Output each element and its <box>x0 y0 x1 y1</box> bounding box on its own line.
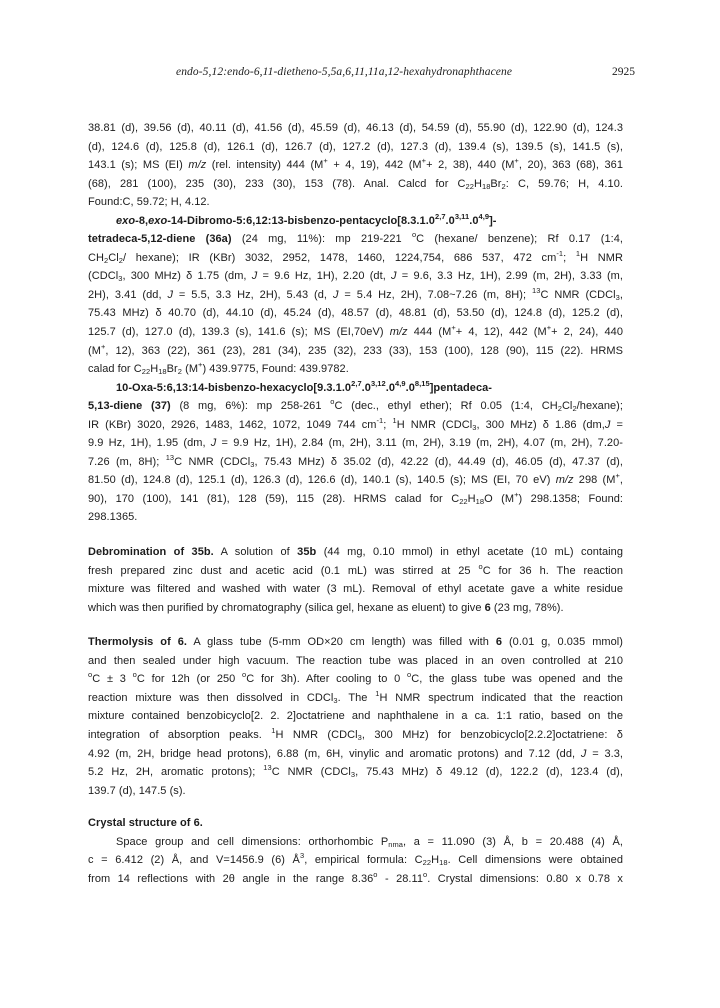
text-run: 5,13-diene (37) <box>88 400 171 413</box>
text-run: 1 <box>575 248 581 258</box>
text-run: -14-Dibromo-5:6,12:13-bisbenzo-pentacyclo[8.3.1.0 <box>167 214 435 227</box>
text-line <box>88 508 623 527</box>
text-run: Debromination of 35b. <box>88 546 214 559</box>
text-run: = 9.9 Hz, 1H), 2.84 (m, 2H), 3.11 (m, 2H), 3.19 (m, 2H), 4.07 (m, 2H), 7.20- <box>216 437 623 450</box>
text-run: 18 <box>481 181 491 191</box>
text-line <box>88 249 623 268</box>
text-run: H NMR spectrum indicated that the reaction <box>379 691 623 704</box>
text-run: , 300 MHz) δ 1.75 (dm, <box>122 270 252 283</box>
text-run: , 75.43 MHz) δ 35.02 (d), 42.22 (d), 44.49 (d), 46.05 (d), 47.37 (d), <box>254 455 623 468</box>
text-line <box>88 670 623 689</box>
text-run: 2 <box>118 255 123 265</box>
text-run: Cl <box>108 251 119 264</box>
text-run: 125.7 (d), 127.0 (d), 139.3 (s), 141.6 (s); MS (EI,70eV) <box>88 326 390 339</box>
text-run: 2 <box>572 404 577 414</box>
text-run: exo <box>116 214 136 227</box>
text-run: 6 <box>495 636 502 649</box>
text-line <box>88 689 623 708</box>
text-run: 3 <box>357 732 362 742</box>
text-line <box>88 119 623 138</box>
text-run: H <box>473 177 482 190</box>
text-run: J <box>210 437 217 450</box>
text-run: 2,7 <box>434 211 446 221</box>
text-line <box>88 870 623 889</box>
text-line <box>88 286 623 305</box>
text-line <box>88 851 623 870</box>
text-line <box>88 726 623 745</box>
text-run: 2 <box>104 255 109 265</box>
text-line <box>88 175 623 194</box>
text-run: C for 12h (or 250 <box>136 673 243 686</box>
text-run: 38.81 (d), 39.56 (d), 40.11 (d), 41.56 (d), 45.59 (d), 46.13 (d), 54.59 (d), 55.90 (d), 122.90 (d), 124.3 <box>88 122 623 134</box>
text-run: ]pentadeca- <box>429 381 493 394</box>
text-line <box>88 633 623 652</box>
text-line <box>88 193 623 212</box>
text-run: H NMR <box>580 251 623 264</box>
text-run: o <box>411 230 417 240</box>
text-run: 1 <box>271 725 276 735</box>
text-run: 4,9 <box>478 211 490 221</box>
text-line <box>88 562 623 581</box>
text-run: -1 <box>376 415 384 425</box>
text-line <box>88 434 623 453</box>
text-run: + 4, 12), 442 (M <box>455 326 547 339</box>
body-text <box>88 119 623 888</box>
text-run: , <box>619 474 623 487</box>
text-run: (23 mg, 78%). <box>490 601 564 614</box>
text-run: 2H), 3.41 (dd, <box>88 288 168 301</box>
text-run: + <box>514 156 519 166</box>
text-run: (d), 124.6 (d), 125.8 (d), 126.1 (d), 126.7 (d), 127.2 (d), 127.3 (d), 139.4 (s), 139.5 (s), 141.5 (s), <box>88 140 623 153</box>
text-run: (68), 281 (100), 235 (30), 233 (30), 153 (78). Anal. Calcd for C <box>88 177 466 190</box>
text-run: .0 <box>445 214 455 227</box>
text-run: (CDCl <box>88 270 119 283</box>
text-run: Found:C, 59.72; H, 4.12. <box>88 196 210 209</box>
text-run: , <box>619 288 623 301</box>
text-run: 444 (M <box>407 326 452 339</box>
text-line <box>88 471 623 490</box>
text-run: H <box>467 492 476 505</box>
text-run: 2,7 <box>351 378 362 388</box>
text-run: Cl <box>561 400 573 413</box>
text-run: 81.50 (d), 124.8 (d), 125.1 (d), 126.3 (d), 126.6 (d), 140.1 (s), 140.5 (s); MS (EI, 70 eV) <box>88 474 556 487</box>
text-run: 7.26 (m, 8H); <box>88 455 166 468</box>
text-run: 9.9 Hz, 1H), 1.95 (dm, <box>88 437 211 450</box>
text-run: o <box>406 670 412 680</box>
text-run: C, the glass tube was opened and the <box>411 673 623 686</box>
text-line <box>88 580 623 599</box>
text-line <box>88 490 623 509</box>
text-run: ) 439.9775, Found: 439.9782. <box>202 363 349 376</box>
text-run: .0 <box>385 381 396 394</box>
text-run: = 5.5, 3.3 Hz, 2H), 5.43 (d, <box>173 288 333 301</box>
text-run: 13 <box>263 763 272 773</box>
text-run: 3 <box>250 459 255 469</box>
text-run: 3 <box>299 851 305 861</box>
text-run: 13 <box>532 285 541 295</box>
text-line <box>88 379 623 398</box>
text-run: A glass tube (5-mm OD×20 cm length) was filled with <box>187 636 496 649</box>
text-line <box>88 304 623 323</box>
text-run: c = 6.412 (2) Å, and V=1456.9 (6) Å <box>88 854 300 867</box>
text-run: Space group and cell dimensions: orthorhombic P <box>116 835 389 848</box>
text-run: .0 <box>361 381 371 394</box>
text-run: 3,11 <box>454 211 470 221</box>
text-run: 2 <box>177 367 182 377</box>
text-run: -1 <box>556 248 564 258</box>
text-line <box>88 833 623 852</box>
text-run: / hexane); IR (KBr) 3032, 2952, 1478, 1460, 1224,754, 686 537, 472 cm <box>122 251 557 264</box>
text-run: (M <box>182 363 199 376</box>
text-run: + 4, 19), 442 (M <box>327 159 422 172</box>
text-line <box>88 138 623 157</box>
text-run: Thermolysis of 6. <box>88 636 188 649</box>
text-line <box>88 453 623 472</box>
text-run: C NMR (CDCl <box>540 288 616 301</box>
text-line <box>88 763 623 782</box>
text-run: o <box>330 397 335 407</box>
text-run: 3 <box>350 770 356 780</box>
text-run: C (hexane/ benzene); Rf 0.17 (1:4, <box>416 233 624 246</box>
text-run: J <box>332 288 339 301</box>
text-line <box>88 323 623 342</box>
text-run: tetradeca-5,12-diene (36a) <box>88 233 232 246</box>
text-line <box>88 360 623 379</box>
text-run: + <box>546 323 552 333</box>
text-line <box>88 416 623 435</box>
text-run: exo <box>148 214 168 227</box>
text-run: , 12), 363 (22), 361 (23), 281 (34), 235 (32), 233 (33), 153 (100), 128 (90), 115 (22). HRMS <box>105 344 623 357</box>
text-run: (8 mg, 6%): mp 258-261 <box>170 400 331 413</box>
text-run: , 20), 363 (68), 361 <box>518 159 623 172</box>
text-run: reaction mixture was then dissolved in CDCl <box>88 691 334 704</box>
text-line <box>88 267 623 286</box>
text-line <box>88 543 623 562</box>
text-run: (24 mg, 11%): mp 219-221 <box>231 233 412 246</box>
text-run: m/z <box>389 326 408 339</box>
text-run: 2 <box>501 181 506 191</box>
text-run: 3 <box>118 274 123 284</box>
text-run: o <box>132 670 137 680</box>
text-run: ; <box>383 418 393 431</box>
text-run: 13 <box>165 452 175 462</box>
text-run: + <box>514 489 519 499</box>
text-run: o <box>423 869 428 879</box>
text-run: H NMR (CDCl <box>396 418 473 431</box>
text-run: + <box>100 341 106 351</box>
text-line <box>88 652 623 671</box>
text-run: 10-Oxa-5:6,13:14-bisbenzo-hexacyclo[9.3.1.0 <box>116 381 352 394</box>
text-run: 22 <box>459 496 468 506</box>
text-run: m/z <box>555 474 574 487</box>
text-run: integration of absorption peaks. <box>88 728 272 741</box>
text-run: 143.1 (s); MS (EI) <box>88 159 189 172</box>
text-run: = 3.3, <box>586 747 624 760</box>
text-run: from 14 reflections with 2θ angle in the range 8.36 <box>88 872 374 885</box>
text-run: + <box>615 471 620 481</box>
text-run: + <box>323 156 328 166</box>
text-run: (44 mg, 0.10 mmol) in ethyl acetate (10 mL) containg <box>316 546 624 559</box>
text-run: . Cell dimensions were obtained <box>447 854 624 867</box>
running-head <box>0 66 720 82</box>
text-run: -8, <box>135 214 149 227</box>
text-run: J <box>167 288 174 301</box>
text-run: O (M <box>484 492 515 505</box>
paragraph-gap <box>88 617 623 633</box>
text-run: Br <box>166 363 178 376</box>
text-run: o <box>478 561 483 571</box>
text-run: IR (KBr) 3020, 2926, 1483, 1462, 1072, 1049 744 cm <box>88 418 377 431</box>
text-line <box>88 707 623 726</box>
text-run: J <box>580 747 587 760</box>
text-line <box>88 397 623 416</box>
text-run: 22 <box>465 181 474 191</box>
text-run: ; <box>563 251 576 264</box>
text-run: ]- <box>489 214 497 227</box>
text-run: 75.43 MHz) δ 40.70 (d), 44.10 (d), 45.24 (d), 48.57 (d), 48.81 (d), 53.50 (d), 124.8 (d), 125.2 (d), <box>88 307 623 320</box>
text-line <box>88 745 623 764</box>
text-run: + <box>198 360 203 370</box>
text-run: + 2, 38), 440 (M <box>426 159 515 172</box>
text-run: calad for C <box>88 363 142 376</box>
text-run: + <box>421 156 427 166</box>
text-run: + 2, 24), 440 <box>551 326 623 339</box>
paragraph-gap <box>88 800 623 814</box>
text-run: A solution of <box>213 546 298 559</box>
text-run: = 5.4 Hz, 2H), 7.08~7.26 (m, 8H); <box>338 288 532 301</box>
text-run: .0 <box>469 214 479 227</box>
text-run: 1 <box>375 688 380 698</box>
page-number: 2925 <box>612 66 635 78</box>
text-run: 3,12 <box>370 378 386 388</box>
text-run: Br <box>490 177 502 190</box>
text-run: 18 <box>475 496 485 506</box>
text-run: : C, 59.76; H, 4.10. <box>505 177 623 190</box>
text-run: 5.2 Hz, 2H, aromatic protons); <box>88 766 264 779</box>
text-run: 298 (M <box>573 474 616 487</box>
text-run: mixture contained benzobicyclo[2. 2. 2]octatriene and naphthalene in a ca. 1:1 ratio, based on the <box>88 710 623 723</box>
text-run: and then sealed under high vacuum. The reaction tube was placed in an oven controlled at 210 <box>88 654 623 667</box>
text-run: (0.01 g, 0.035 mmol) <box>502 636 623 649</box>
text-line <box>88 599 623 618</box>
text-run: 6 <box>484 601 491 614</box>
text-run: mixture was filtered and washed with water (3 mL). Removal of ethyl acetate gave a white residue <box>88 583 623 596</box>
text-run: 8,15 <box>414 378 430 388</box>
text-run: H NMR (CDCl <box>275 728 358 741</box>
text-run: = 9.6 Hz, 1H), 2.20 (dt, <box>257 270 392 283</box>
text-run: o <box>373 869 378 879</box>
text-run: (M <box>88 344 101 357</box>
text-run: J <box>391 270 397 283</box>
text-run: o <box>88 670 93 680</box>
text-run: 3 <box>333 695 338 705</box>
text-run: 139.7 (d), 147.5 (s). <box>88 784 186 797</box>
text-line <box>88 342 623 361</box>
text-run: C for 3h). After cooling to 0 <box>246 673 407 686</box>
text-run: 3 <box>472 422 477 432</box>
text-run: 35b <box>297 546 317 559</box>
text-run: , 300 MHz) δ 1.86 (dm, <box>476 418 605 431</box>
text-run: 3 <box>615 292 620 302</box>
text-run: H <box>431 854 440 867</box>
text-run: C NMR (CDCl <box>271 766 351 779</box>
paragraph-gap <box>88 527 623 543</box>
text-line <box>88 156 623 175</box>
text-run: 298.1365. <box>88 511 138 524</box>
text-run: 2 <box>557 404 562 414</box>
text-run: 4,9 <box>395 378 406 388</box>
text-run: = 9.6, 3.3 Hz, 1H), 2.99 (m, 2H), 3.33 (m, <box>396 270 624 283</box>
text-run: C NMR (CDCl <box>174 455 251 468</box>
running-head-title: endo-5,12:endo-6,11-dietheno-5,5a,6,11,11a,12-hexahydronaphthacene <box>176 66 513 78</box>
text-run: . The <box>337 691 376 704</box>
text-line <box>88 782 623 801</box>
text-run: CH <box>88 251 104 264</box>
text-run: nma <box>388 839 404 849</box>
text-run: C ± 3 <box>92 673 133 686</box>
text-run: (rel. intensity) 444 (M <box>206 159 324 172</box>
text-run: . Crystal dimensions: 0.80 x 0.78 x <box>427 872 623 885</box>
text-run: o <box>242 670 247 680</box>
text-run: J <box>251 270 258 283</box>
text-run: 4.92 (m, 2H, bridge head protons), 6.88 (m, 6H, vinylic and aromatic protons) and 7.12 (dd, <box>88 747 581 760</box>
text-run: , 300 MHz) for benzobicyclo[2.2.2]octatriene: δ <box>361 728 623 741</box>
text-run: 1 <box>392 415 397 425</box>
text-run: m/z <box>188 159 207 172</box>
text-run: J <box>604 418 611 431</box>
text-run: 18 <box>158 367 167 377</box>
text-run: , empirical formula: C <box>304 854 423 867</box>
text-run: C for 36 h. The reaction <box>482 564 624 577</box>
text-run: 22 <box>141 367 151 377</box>
text-run: , a = 11.090 (3) Å, b = 20.488 (4) Å, <box>403 835 623 848</box>
text-run: C (dec., ethyl ether); Rf 0.05 (1:4, CH <box>334 400 558 413</box>
text-run: + <box>451 323 456 333</box>
text-run: H <box>150 363 159 376</box>
text-run: fresh prepared zinc dust and acetic acid (0.1 mL) was stirred at 25 <box>88 564 479 577</box>
text-run: , 75.43 MHz) δ 49.12 (d), 122.2 (d), 123.4 (d), <box>355 766 623 779</box>
text-run: - 28.11 <box>377 872 424 885</box>
text-run: ) 298.1358; Found: <box>518 492 624 505</box>
text-run: 18 <box>439 858 448 868</box>
text-line <box>88 230 623 249</box>
text-run: 90), 170 (100), 141 (81), 128 (59), 115 (28). HRMS calad for C <box>88 492 460 505</box>
text-run: = <box>610 418 623 431</box>
text-run: /hexane); <box>576 400 623 413</box>
text-line <box>88 212 623 231</box>
text-run: 22 <box>422 858 432 868</box>
text-line <box>88 814 623 833</box>
text-run: Crystal structure of 6. <box>88 817 203 830</box>
text-run: which was then purified by chromatography (silica gel, hexane as eluent) to give <box>88 601 485 614</box>
text-run: .0 <box>405 381 415 394</box>
